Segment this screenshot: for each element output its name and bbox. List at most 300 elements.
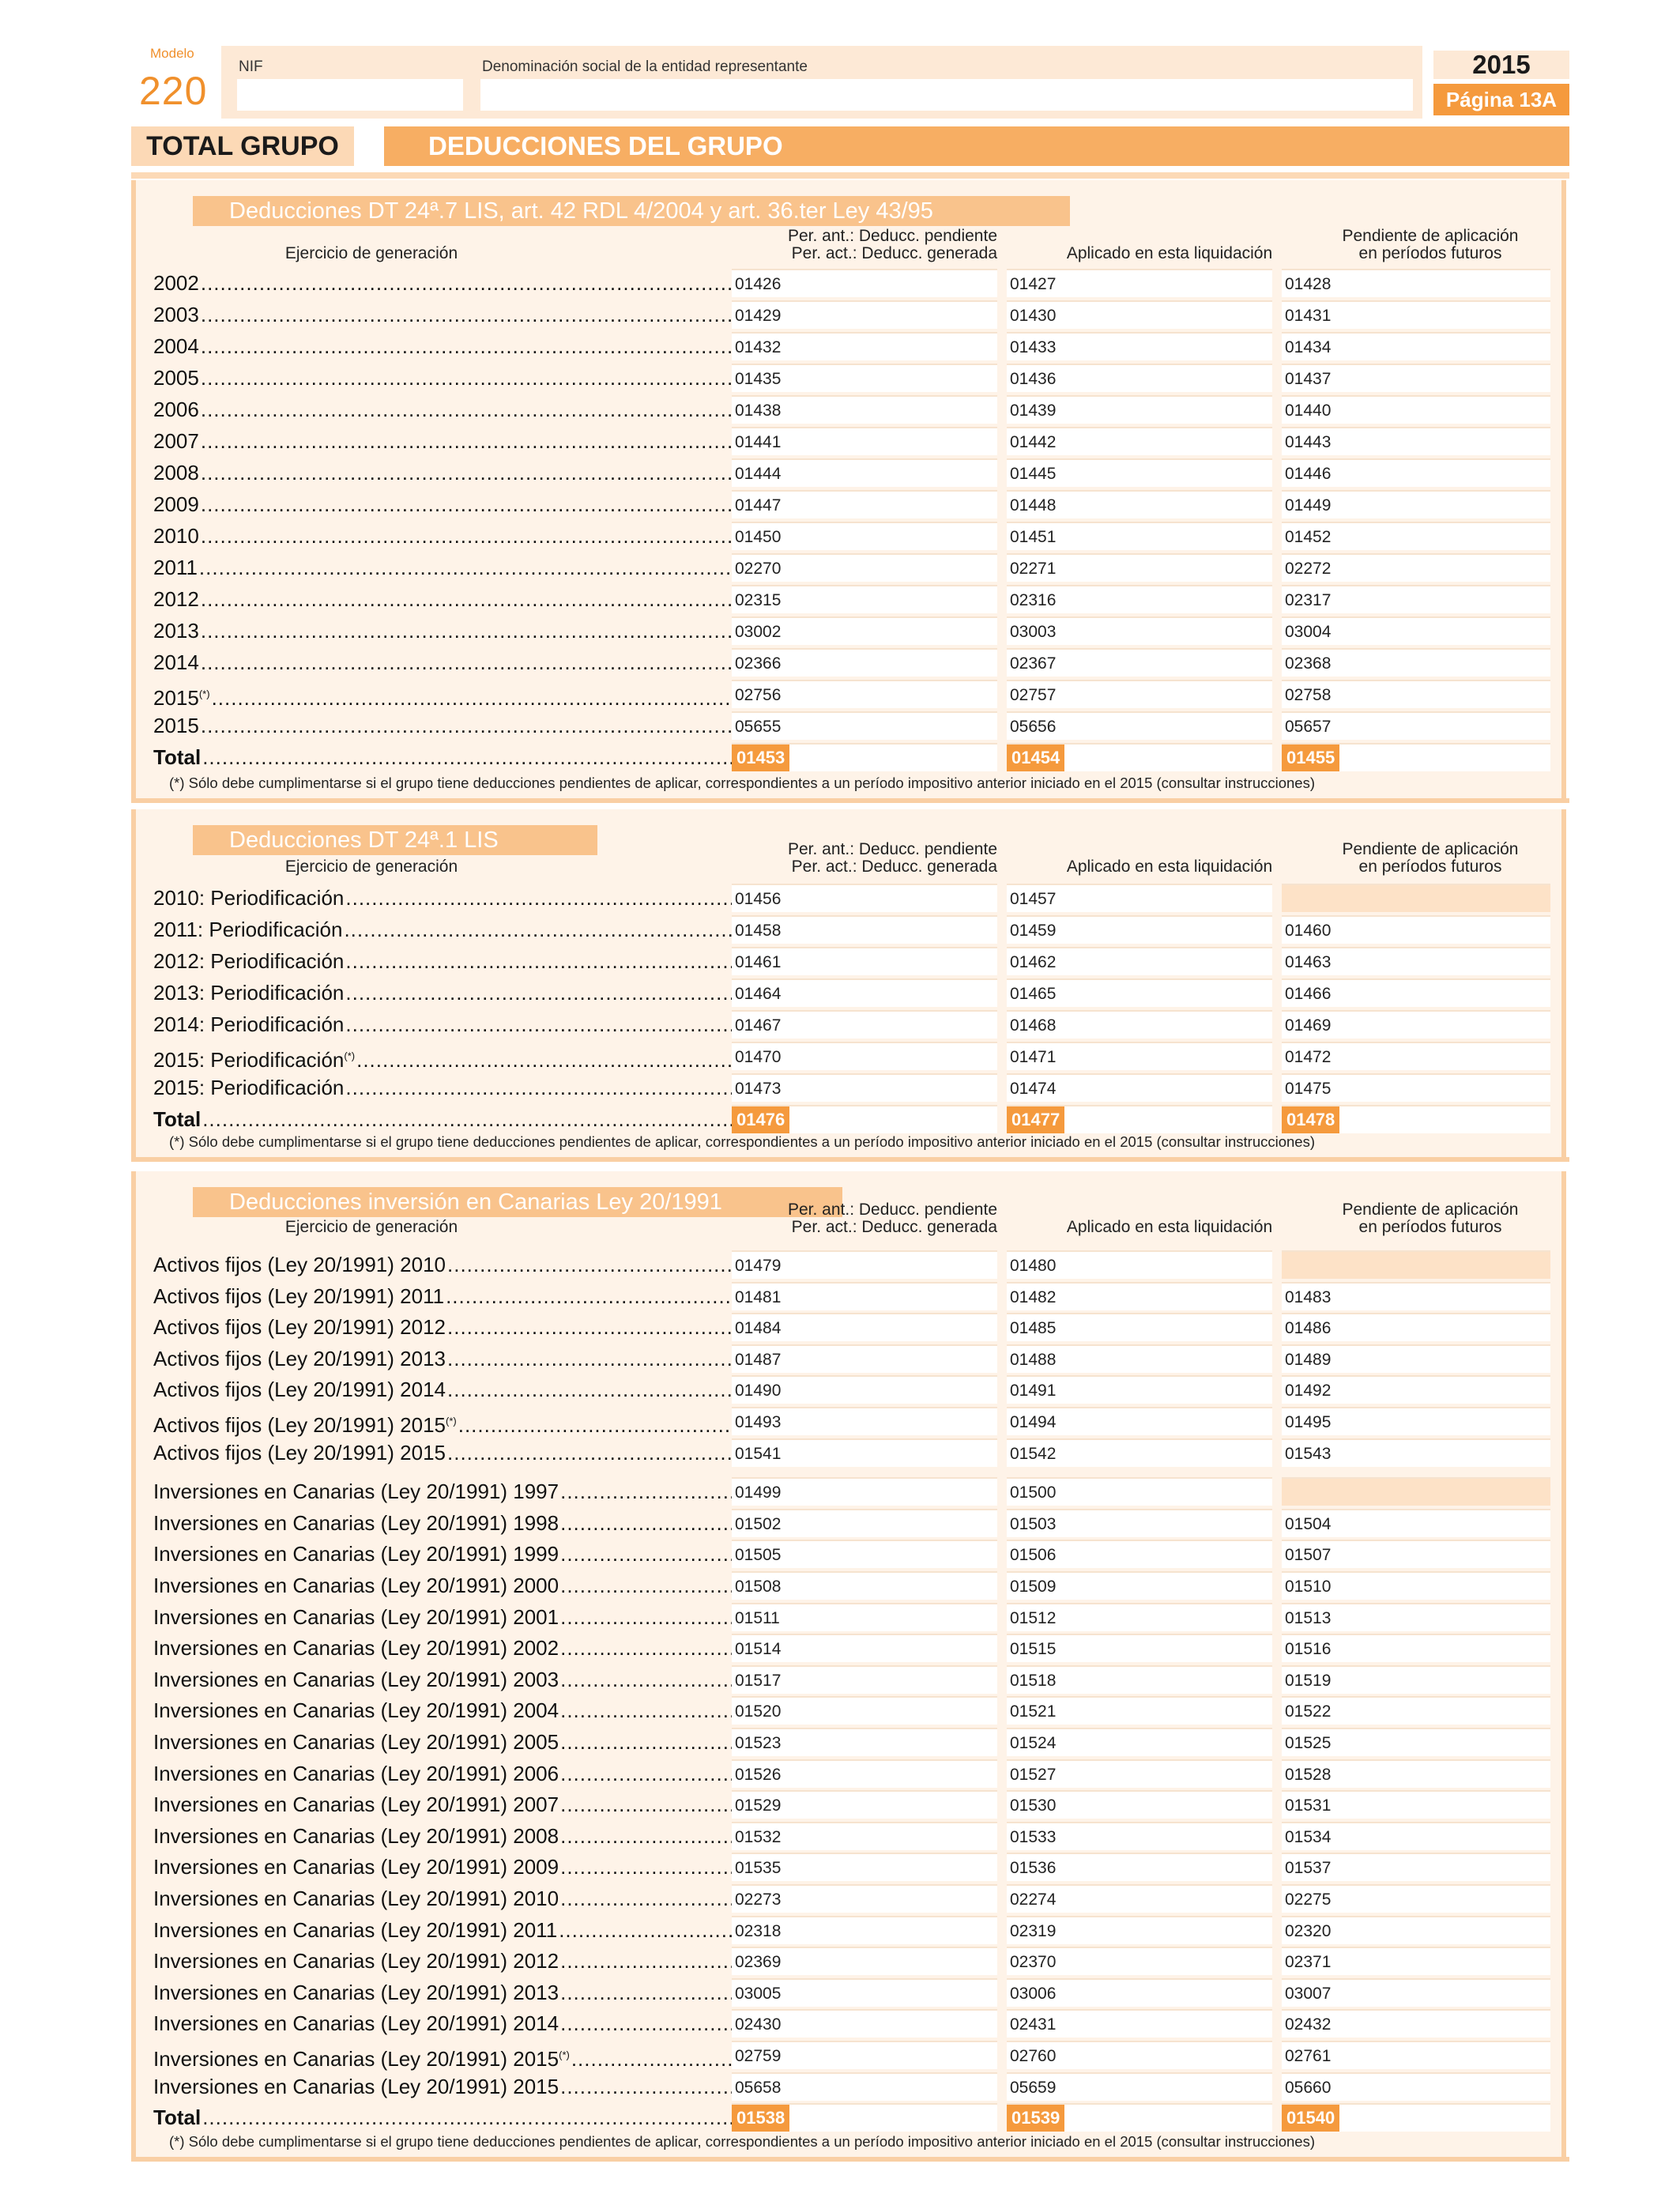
amount-field-1[interactable] [732,1509,997,1537]
total-field-2[interactable] [1007,1105,1272,1133]
section-title: Deducciones inversión en Canarias Ley 20/1991 [193,1187,842,1217]
box-code: 01448 [1010,496,1057,515]
amount-field-2[interactable] [1007,1916,1272,1944]
amount-field-3[interactable] [1282,553,1550,582]
nif-field[interactable] [237,79,463,111]
amount-field-2[interactable] [1007,616,1272,645]
amount-field-3[interactable] [1282,427,1550,455]
box-code: 01521 [1010,1702,1057,1721]
amount-field-1[interactable] [732,585,997,613]
denominacion-field[interactable] [480,79,1413,111]
total-field-3[interactable] [1282,743,1550,771]
row-label [153,1542,738,1566]
amount-field-2[interactable] [1007,1571,1272,1600]
amount-field-1[interactable] [732,2072,997,2101]
amount-field-3[interactable] [1282,978,1550,1007]
box-code: 01527 [1010,1765,1057,1784]
row-label-text: 2008 [153,461,199,484]
amount-field-2[interactable] [1007,947,1272,975]
row-label [153,1918,738,1942]
amount-field-1[interactable] [732,490,997,518]
amount-field-3[interactable] [1282,1822,1550,1850]
box-code: 02756 [735,686,782,704]
box-code: 01525 [1285,1734,1332,1752]
box-code: 01478 [1282,1106,1339,1133]
amount-field-1[interactable] [732,1344,997,1373]
amount-field-2[interactable] [1007,1313,1272,1341]
amount-field-2[interactable] [1007,1665,1272,1694]
amount-field-2[interactable] [1007,1073,1272,1102]
row-label-text: 2002 [153,271,199,295]
amount-field-2[interactable] [1007,458,1272,487]
amount-field-1[interactable] [732,648,997,677]
amount-field-2[interactable] [1007,1728,1272,1756]
amount-field-3[interactable] [1282,1407,1550,1435]
box-code: 01491 [1010,1382,1057,1400]
amount-field-3[interactable] [1282,1884,1550,1913]
box-code: 02272 [1285,560,1332,578]
box-code: 01438 [735,401,782,420]
amount-field-1[interactable] [732,1477,997,1506]
amount-field-3[interactable] [1282,711,1550,740]
amount-field-2[interactable] [1007,1822,1272,1850]
amount-field-2[interactable] [1007,427,1272,455]
row-label [153,461,738,484]
row-label-text: Total [153,745,202,769]
box-code: 01447 [735,496,782,515]
box-code: 02760 [1010,2047,1057,2065]
amount-field-1[interactable] [732,1978,997,2007]
amount-field-2[interactable] [1007,1010,1272,1039]
row-label [153,1730,738,1754]
box-code: 01461 [735,953,782,971]
amount-field-3[interactable] [1282,1696,1550,1725]
box-code: 01437 [1285,370,1332,388]
column-header-pendiente: Pendiente de aplicación [1342,840,1519,858]
row-label-text: Total [153,1107,202,1131]
amount-field-2[interactable] [1007,1042,1272,1070]
amount-field-1[interactable] [732,1313,997,1341]
amount-field-3[interactable] [1282,1375,1550,1404]
box-code: 01503 [1010,1514,1057,1533]
total-field-1[interactable] [732,2103,997,2132]
amount-field-1[interactable] [732,1696,997,1725]
row-label-text: Inversiones en Canarias (Ley 20/1991) 2010 [153,1887,559,1910]
row-label-text: 2005 [153,366,199,390]
row-label [153,492,738,516]
amount-field-3[interactable] [1282,1540,1550,1568]
amount-field-2[interactable] [1007,978,1272,1007]
box-code: 02319 [1010,1921,1057,1940]
footnote: (*) Sólo debe cumplimentarse si el grupo tiene deducciones pendientes de aplicar, correspondientes a un período impositivo anterior iniciado en el 2015 (consultar instrucciones) [169,775,1316,791]
amount-field-1[interactable] [732,1947,997,1975]
column-header-futuros: en períodos futuros [1358,858,1502,876]
box-code: 01434 [1285,338,1332,356]
box-code: 05659 [1010,2078,1057,2097]
box-code: 01490 [735,1382,782,1400]
amount-field-2[interactable] [1007,522,1272,550]
page-title: DEDUCCIONES DEL GRUPO [384,126,1569,166]
box-code: 01473 [735,1080,782,1098]
amount-field-2[interactable] [1007,1947,1272,1975]
amount-field-2[interactable] [1007,680,1272,708]
row-label-text: Inversiones en Canarias (Ley 20/1991) 2014 [153,2011,559,2036]
amount-field-1[interactable] [732,458,997,487]
amount-field-1[interactable] [732,2009,997,2038]
box-code: 01431 [1285,307,1332,325]
box-code: 01450 [735,528,782,546]
amount-field-3[interactable] [1282,1282,1550,1310]
amount-field-3[interactable] [1282,364,1550,392]
row-label [153,1793,738,1816]
amount-field-1[interactable] [732,1438,997,1467]
amount-field-1[interactable] [732,978,997,1007]
box-code: 02430 [735,2015,782,2034]
box-code: 01482 [1010,1287,1057,1306]
row-label [153,619,738,643]
total-field-1[interactable] [732,1105,997,1133]
row-label-text: 2012 [153,587,199,611]
column-header-per-ant: Per. ant.: Deducc. pendiente [787,840,997,858]
box-code: 01492 [1285,1382,1332,1400]
amount-field-2[interactable] [1007,553,1272,582]
amount-field-3[interactable] [1282,1509,1550,1537]
total-field-2[interactable] [1007,2103,1272,2132]
box-code: 01452 [1285,528,1332,546]
box-code: 01439 [1010,401,1057,420]
amount-field-2[interactable] [1007,585,1272,613]
total-field-3[interactable] [1282,2103,1550,2132]
amount-field-3[interactable] [1282,1728,1550,1756]
row-label [153,2075,738,2098]
row-label [153,429,738,453]
row-label [153,714,738,737]
amount-field-3[interactable] [1282,680,1550,708]
amount-field-3[interactable] [1282,1438,1550,1467]
amount-field-2[interactable] [1007,1853,1272,1881]
amount-field-1[interactable] [732,947,997,975]
amount-field-1[interactable] [732,522,997,550]
row-label [153,1044,738,1072]
box-code: 01489 [1285,1350,1332,1369]
amount-field-1[interactable] [732,1407,997,1435]
footnote-mark: (*) [198,688,210,699]
box-code: 01538 [732,2105,789,2132]
amount-field-3[interactable] [1282,1313,1550,1341]
box-code: 02315 [735,591,782,609]
amount-field-1[interactable] [732,1282,997,1310]
amount-field-3[interactable] [1282,1947,1550,1975]
amount-field-1[interactable] [732,2041,997,2069]
total-field-3[interactable] [1282,1105,1550,1133]
amount-field-2[interactable] [1007,300,1272,329]
amount-field-3[interactable] [1282,648,1550,677]
amount-field-2[interactable] [1007,1759,1272,1788]
row-label [153,1315,738,1339]
box-code: 01466 [1285,985,1332,1003]
amount-field-3[interactable] [1282,2072,1550,2101]
row-label [153,334,738,358]
box-code: 01542 [1010,1444,1057,1463]
row-label-text: Inversiones en Canarias (Ley 20/1991) 2007 [153,1793,559,1817]
box-code: 01504 [1285,1514,1332,1533]
box-code: 01539 [1007,2105,1064,2132]
box-code: 01436 [1010,370,1057,388]
row-label [153,682,738,710]
amount-field-3[interactable] [1282,585,1550,613]
box-code: 01470 [735,1048,782,1066]
box-code: 01441 [735,433,782,451]
amount-field-1[interactable] [732,1375,997,1404]
amount-field-1[interactable] [732,1571,997,1600]
year-badge: 2015 [1433,51,1569,79]
row-label-text: Inversiones en Canarias (Ley 20/1991) 2015 [153,2074,559,2098]
amount-field-3 [1282,884,1550,912]
column-header-per-act: Per. act.: Deducc. generada [791,1218,997,1236]
box-code: 01543 [1285,1444,1332,1463]
box-code: 01493 [735,1413,782,1431]
box-code: 01509 [1010,1578,1057,1596]
amount-field-2[interactable] [1007,1790,1272,1819]
amount-field-2[interactable] [1007,2072,1272,2101]
amount-field-1[interactable] [732,1884,997,1913]
box-code: 01523 [735,1734,782,1752]
amount-field-1[interactable] [732,1010,997,1039]
row-label-text: Inversiones en Canarias (Ley 20/1991) 1997 [153,1480,559,1504]
amount-field-1[interactable] [732,395,997,424]
box-code: 01500 [1010,1483,1057,1502]
box-code: 01535 [735,1859,782,1878]
row-label-text: Inversiones en Canarias (Ley 20/1991) 2015(*) [153,2046,570,2071]
section-title: Deducciones DT 24ª.7 LIS, art. 42 RDL 4/2004 y art. 36.ter Ley 43/95 [193,196,1070,226]
total-field-1[interactable] [732,743,997,771]
amount-field-3[interactable] [1282,522,1550,550]
box-code: 03003 [1010,623,1057,641]
total-row-label [153,2105,738,2129]
amount-field-2[interactable] [1007,269,1272,297]
amount-field-3[interactable] [1282,300,1550,329]
box-code: 03006 [1010,1984,1057,2003]
box-code: 01510 [1285,1578,1332,1596]
amount-field-3[interactable] [1282,395,1550,424]
row-label [153,1511,738,1535]
row-label [153,1762,738,1785]
box-code: 03004 [1285,623,1332,641]
box-code: 01508 [735,1578,782,1596]
amount-field-3[interactable] [1282,1603,1550,1631]
amount-field-3[interactable] [1282,458,1550,487]
amount-field-1[interactable] [732,553,997,582]
amount-field-1[interactable] [732,1916,997,1944]
amount-field-1[interactable] [732,1759,997,1788]
box-code: 01532 [735,1827,782,1846]
section-divider [131,1157,1569,1162]
box-code: 01467 [735,1016,782,1035]
amount-field-2[interactable] [1007,884,1272,912]
amount-field-3[interactable] [1282,1853,1550,1881]
amount-field-2[interactable] [1007,1978,1272,2007]
amount-field-2[interactable] [1007,711,1272,740]
box-code: 01444 [735,465,782,483]
amount-field-2[interactable] [1007,1634,1272,1662]
amount-field-3[interactable] [1282,1634,1550,1662]
box-code: 01536 [1010,1859,1057,1878]
amount-field-1[interactable] [732,884,997,912]
box-code: 01429 [735,307,782,325]
box-code: 02759 [735,2047,782,2065]
box-code: 01477 [1007,1106,1064,1133]
box-code: 01517 [735,1671,782,1690]
amount-field-1[interactable] [732,915,997,944]
amount-field-1[interactable] [732,1073,997,1102]
box-code: 01427 [1010,275,1057,293]
amount-field-1[interactable] [732,680,997,708]
amount-field-3[interactable] [1282,915,1550,944]
amount-field-1[interactable] [732,1603,997,1631]
row-label-text: 2009 [153,492,199,516]
box-code: 01426 [735,275,782,293]
amount-field-1[interactable] [732,332,997,360]
row-label-text: Inversiones en Canarias (Ley 20/1991) 2013 [153,1980,559,2004]
amount-field-2[interactable] [1007,1540,1272,1568]
amount-field-2[interactable] [1007,1509,1272,1537]
amount-field-2[interactable] [1007,1696,1272,1725]
amount-field-2[interactable] [1007,395,1272,424]
box-code: 01459 [1010,922,1057,940]
amount-field-3[interactable] [1282,1916,1550,1944]
amount-field-1[interactable] [732,269,997,297]
amount-field-3[interactable] [1282,2009,1550,2038]
box-code: 01485 [1010,1319,1057,1338]
row-label-text: Inversiones en Canarias (Ley 20/1991) 2000 [153,1574,559,1597]
amount-field-1[interactable] [732,364,997,392]
amount-field-2[interactable] [1007,1438,1272,1467]
row-label [153,1409,738,1437]
amount-field-3[interactable] [1282,490,1550,518]
box-code: 01469 [1285,1016,1332,1035]
box-code: 01465 [1010,985,1057,1003]
box-code: 01520 [735,1702,782,1721]
amount-field-2[interactable] [1007,1477,1272,1506]
box-code: 01524 [1010,1734,1057,1752]
amount-field-3 [1282,1477,1550,1506]
total-field-2[interactable] [1007,743,1272,771]
amount-field-3[interactable] [1282,947,1550,975]
amount-field-1[interactable] [732,1790,997,1819]
box-code: 02318 [735,1921,782,1940]
box-code: 01514 [735,1640,782,1659]
box-code: 02316 [1010,591,1057,609]
row-label-text: Inversiones en Canarias (Ley 20/1991) 1999 [153,1542,559,1566]
amount-field-2[interactable] [1007,2009,1272,2038]
row-label [153,1605,738,1629]
amount-field-1[interactable] [732,1822,997,1850]
footnote-mark: (*) [344,1050,356,1061]
footnote: (*) Sólo debe cumplimentarse si el grupo tiene deducciones pendientes de aplicar, correspondientes a un período impositivo anterior iniciado en el 2015 (consultar instrucciones) [169,2133,1316,2151]
amount-field-1[interactable] [732,1540,997,1568]
box-code: 01516 [1285,1640,1332,1659]
box-code: 01451 [1010,528,1057,546]
row-label [153,1284,738,1308]
amount-field-2[interactable] [1007,915,1272,944]
row-label-text: Inversiones en Canarias (Ley 20/1991) 2011 [153,1917,558,1942]
amount-field-3[interactable] [1282,1042,1550,1070]
box-code: 01445 [1010,465,1057,483]
amount-field-2[interactable] [1007,2041,1272,2069]
amount-field-2[interactable] [1007,1282,1272,1310]
amount-field-2[interactable] [1007,1344,1272,1373]
box-code: 01513 [1285,1608,1332,1627]
amount-field-3[interactable] [1282,1010,1550,1039]
amount-field-2[interactable] [1007,1375,1272,1404]
amount-field-3[interactable] [1282,1978,1550,2007]
amount-field-3[interactable] [1282,269,1550,297]
amount-field-1[interactable] [732,1853,997,1881]
amount-field-1[interactable] [732,711,997,740]
amount-field-2[interactable] [1007,364,1272,392]
amount-field-1[interactable] [732,1728,997,1756]
amount-field-2[interactable] [1007,1250,1272,1279]
amount-field-1[interactable] [732,427,997,455]
amount-field-3 [1282,1250,1550,1279]
box-code: 01507 [1285,1546,1332,1565]
amount-field-3[interactable] [1282,1759,1550,1788]
amount-field-1[interactable] [732,300,997,329]
box-code: 01529 [735,1796,782,1815]
amount-field-3[interactable] [1282,1571,1550,1600]
box-code: 01430 [1010,307,1057,325]
column-header-per-ant: Per. ant.: Deducc. pendiente [787,227,997,245]
box-code: 01453 [732,745,789,771]
amount-field-2[interactable] [1007,332,1272,360]
amount-field-2[interactable] [1007,648,1272,677]
amount-field-3[interactable] [1282,2041,1550,2069]
amount-field-2[interactable] [1007,1407,1272,1435]
row-label [153,1253,738,1276]
box-code: 01531 [1285,1796,1332,1815]
amount-field-2[interactable] [1007,490,1272,518]
box-code: 01442 [1010,433,1057,451]
box-code: 01449 [1285,496,1332,515]
amount-field-1[interactable] [732,1634,997,1662]
amount-field-3[interactable] [1282,616,1550,645]
amount-field-1[interactable] [732,1250,997,1279]
total-row-label [153,745,738,769]
box-code: 01460 [1285,922,1332,940]
amount-field-3[interactable] [1282,1344,1550,1373]
amount-field-2[interactable] [1007,1603,1272,1631]
column-header-aplicado: Aplicado en esta liquidación [1066,1218,1273,1236]
amount-field-3[interactable] [1282,332,1550,360]
box-code: 01494 [1010,1413,1057,1431]
total-row-label [153,1107,738,1131]
amount-field-3[interactable] [1282,1665,1550,1694]
box-code: 02757 [1010,686,1057,704]
amount-field-3[interactable] [1282,1073,1550,1102]
box-code: 01479 [735,1257,782,1275]
box-code: 01502 [735,1514,782,1533]
amount-field-1[interactable] [732,1665,997,1694]
amount-field-1[interactable] [732,616,997,645]
amount-field-2[interactable] [1007,1884,1272,1913]
box-code: 01440 [1285,401,1332,420]
row-label [153,1668,738,1691]
box-code: 03002 [735,623,782,641]
row-label [153,1824,738,1848]
amount-field-1[interactable] [732,1042,997,1070]
amount-field-3[interactable] [1282,1790,1550,1819]
footnote: (*) Sólo debe cumplimentarse si el grupo tiene deducciones pendientes de aplicar, correspondientes a un período impositivo anterior iniciado en el 2015 (consultar instrucciones) [169,1133,1316,1150]
